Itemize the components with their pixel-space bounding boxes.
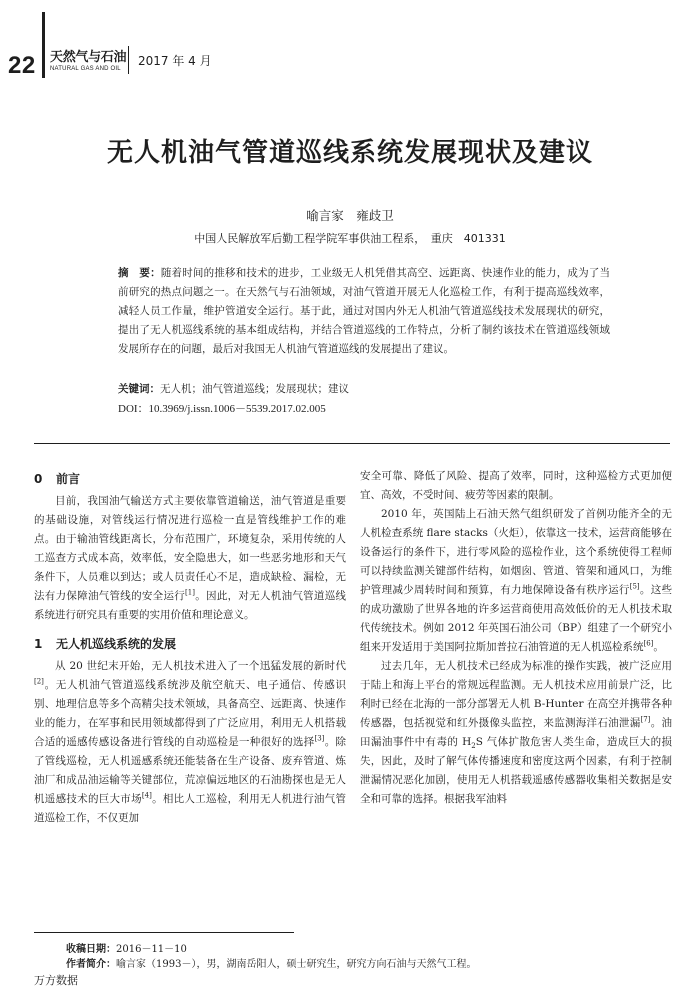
journal-name-cn: 天然气与石油 [50,50,127,65]
citation: [2] [34,677,44,686]
received-date [66,940,187,955]
citation: [6] [643,639,654,648]
header-divider [128,46,129,74]
section-divider [34,443,670,444]
section-0-number: 0 [34,472,43,486]
section-1-title: 无人机巡线系统的发展 [56,637,177,651]
section-1-heading [34,633,346,655]
watermark-text: 万方数据 [34,974,78,987]
article-title: 无人机油气管道巡线系统发展现状及建议 [106,138,593,168]
citation: [3] [314,734,325,743]
affiliation: 中国人民解放军后勤工程学院军事供油工程系， 重庆 401331 [194,232,506,245]
received-value: 2016－11－10 [116,944,187,955]
keywords-text: 无人机；油气管道巡线；发展现状；建议 [160,383,349,395]
abstract-text: 随着时间的推移和技术的进步，工业级无人机凭借其高空、远距离、快速作业的能力，成为了当前研究的热点问题之一。在天然气与石油领域，对油气管道开展无人化巡检工作，有利于提高巡线效率，减轻人员工作量，维护管道安全运行。基于此，通过对国内外无人机油气管道巡线技术发展现状的研究，提出了无人机巡线系统的基本组成结构，并结合管道巡线的工作特点，分析了制约该技术在管道巡线领域发展所存在的问题，最后对我国无人机油气管道巡线的发展提出了建议。 [118,267,611,355]
footnote-rule [34,932,294,933]
citation: [1] [185,588,195,597]
paragraph: 2010 年，英国陆上石油天然气组织研发了首例功能齐全的无人机检查系统 flare stacks（火炬），依靠这一技术，运营商能够在设备运行的条件下，进行零风险的巡检作业，这个系统使得工程师可以持续监测关键部件结构，如烟囱、管道、管架和通风口，为维护管理减少周转时间和预算，有力地保障设备有秩序运行[5]。这些的成功激励了世界各地的许多运营商使用高效低价的无人机技术取代传统技术。例如 2012 年英国石油公司（BP）组建了一个研究小组来开发适用于美国阿拉斯加普拉石油管道的无人机巡检系统[6]。 [360,508,673,653]
paragraph: 目前，我国油气输送方式主要依靠管道输送，油气管道是重要的基础设施，对管线运行情况进行巡检一直是管线维护工作的难点。由于输油管线距离长，分布范围广，环境复杂，采用传统的人工巡查方式成本高，效率低，安全隐患大，如一些恶劣地形和天气条件下，人员难以到达；或人员责任心不足，造成缺检、漏检，无法有力保障油气管线的安全运行[1]。因此，对无人机油气管道巡线系统进行研究具有重要的实用价值和理论意义。 [34,495,347,621]
authors: 喻言家 雍歧卫 [306,208,394,223]
right-column [360,467,672,809]
received-label: 收稿日期： [66,944,116,955]
left-column [34,465,346,828]
section-0-title: 前言 [56,472,81,486]
paragraph: 安全可靠、降低了风险、提高了效率，同时，这种巡检方式更加便宜、高效，不受时间、疲劳等因素的限制。 [360,470,672,501]
header-vertical-rule [42,12,45,78]
citation: [5] [629,582,640,591]
abstract-label: 摘 要： [118,267,161,279]
doi: DOI：10.3969/j.issn.1006－5539.2017.02.005 [118,403,326,415]
abstract [118,264,610,359]
author-bio-label: 作者简介： [66,959,116,970]
section-1-number: 1 [34,637,43,651]
citation: [4] [141,791,152,800]
subscript: 2 [471,742,476,751]
page-number: 22 [8,52,36,79]
paragraph: 过去几年，无人机技术已经成为标准的操作实践，被广泛应用于陆上和海上平台的常规远程监测。无人机技术应用前景广泛，比利时已经在北海的一部分部署无人机 B-Hunter 在高空并携带各种传感器，包括视觉和红外摄像头监控，来监测海洋石油泄漏[7]。油田漏油事件中有毒的 $H_2S$ 气体扩散危害人类生命，造成巨大的损失，因此，及时了解气体传播速度和密度这两个因素，有利于控制泄漏情况恶化加剧，使用无人机搭载遥感传感器收集相关数据是安全和可靠的选择。根据我军油料 [360,660,673,805]
section-0-heading [34,468,346,490]
issue-date: 2017 年 4 月 [138,54,212,68]
keywords-label: 关键词： [118,383,160,395]
citation: [7] [640,715,651,724]
keywords [118,380,610,398]
paragraph: 从 20 世纪末开始，无人机技术进入了一个迅猛发展的新时代[2]。无人机油气管道巡线系统涉及航空航天、电子通信、传感识别、地理信息等多个高精尖技术领域，具备高空、远距离、快速作业的能力，在军事和民用领域都得到了广泛应用，利用无人机搭载合适的遥感传感设备进行管线的自动巡检是一种很好的选择[3]。除了管线巡检，无人机遥感系统还能装备在生产设备、废弃管道、炼油厂和成品油运输等关键部位，荒凉偏远地区的石油勘探也是无人机遥感技术的巨大市场[4]。相比人工巡检，利用无人机进行油气管道巡检工作，不仅更加 [34,660,347,824]
author-bio-value: 喻言家（1993－），男，湖南岳阳人，硕士研究生，研究方向石油与天然气工程。 [116,959,477,970]
author-bio [66,955,476,970]
journal-name-en: NATURAL GAS AND OIL [50,66,121,72]
